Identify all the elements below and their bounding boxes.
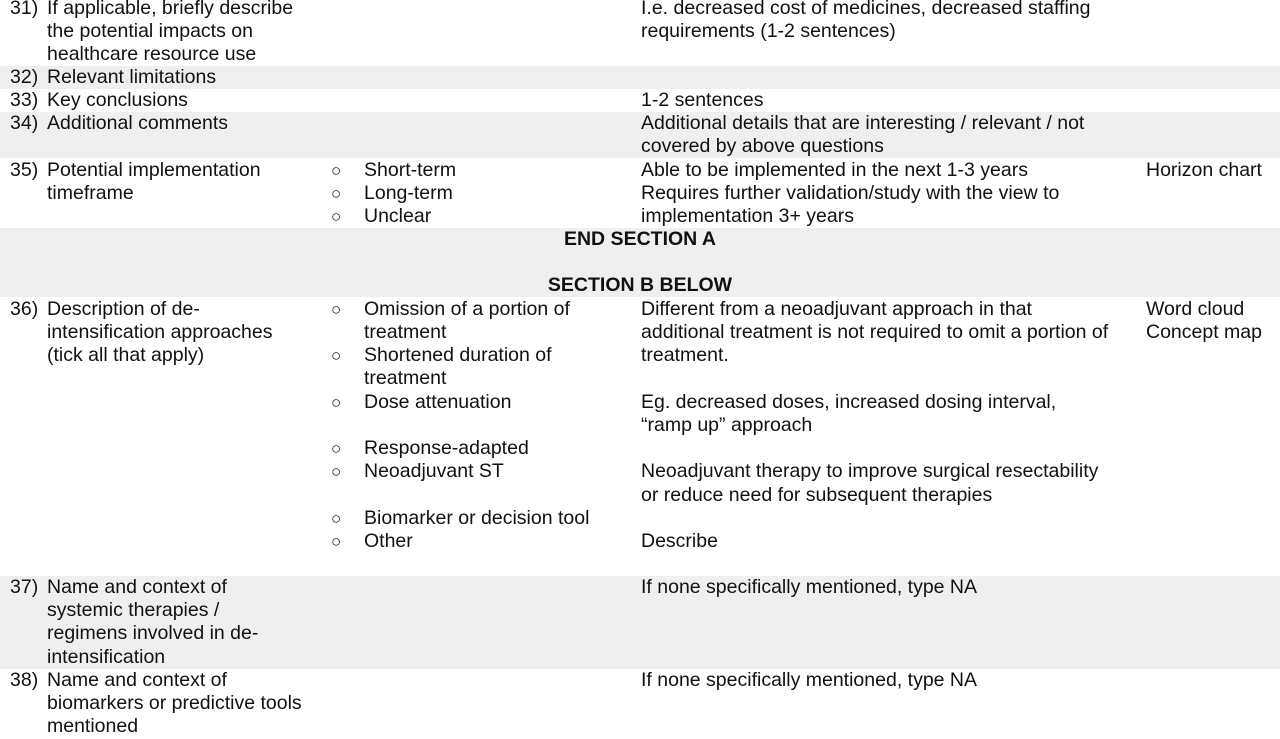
question-text: Relevant limitations [47, 66, 217, 88]
notes-line: implementation 3+ years [641, 205, 854, 228]
question-text [47, 669, 302, 739]
option-label: Other [364, 530, 413, 552]
notes-line: I.e. decreased cost of medicines, decreased staffing [641, 0, 1091, 19]
question-text [47, 576, 258, 669]
table-row-36 [0, 298, 1280, 576]
notes-text [641, 112, 1084, 158]
notes-text: 1-2 sentences [641, 89, 764, 111]
question-line: Name and context of [47, 669, 227, 691]
notes-text: If none specifically mentioned, type NA [641, 669, 978, 691]
radio-circle-icon[interactable]: ○ [331, 207, 342, 226]
table-row-31 [0, 0, 1280, 65]
viz-line: Concept map [1146, 321, 1262, 344]
question-text [47, 0, 293, 67]
option-label: Long-term [364, 182, 453, 204]
question-line: regimens involved in de- [47, 622, 259, 645]
notes-text [641, 159, 1059, 229]
radio-circle-icon[interactable]: ○ [331, 184, 342, 203]
option-line: Omission of a portion of [364, 298, 570, 320]
option-label: Dose attenuation [364, 391, 512, 413]
item-number: 31) [10, 0, 39, 19]
table-row-32 [0, 66, 1280, 89]
question-line: intensification [47, 645, 166, 668]
question-text: Key conclusions [47, 89, 188, 111]
viz-line: Word cloud [1146, 298, 1245, 320]
question-line: Name and context of [47, 576, 227, 598]
table-row-33 [0, 89, 1280, 112]
section-divider [0, 228, 1280, 297]
question-line: Description of de- [47, 298, 200, 320]
option-label [364, 344, 552, 390]
item-number: 38) [10, 669, 39, 691]
question-text [47, 298, 272, 368]
notes-line: requirements (1-2 sentences) [641, 20, 896, 43]
question-line: biomarkers or predictive tools [47, 692, 302, 715]
question-line: Potential implementation [47, 159, 261, 181]
checkbox-circle-icon[interactable]: ○ [331, 532, 342, 551]
checkbox-circle-icon[interactable]: ○ [331, 393, 342, 412]
section-b-heading: SECTION B BELOW [547, 274, 733, 296]
question-line: systemic therapies / [47, 599, 220, 622]
question-line: (tick all that apply) [47, 344, 205, 367]
option-line: treatment [364, 367, 447, 390]
notes-line: treatment. [641, 344, 729, 367]
question-text [47, 159, 261, 205]
option-line: treatment [364, 321, 447, 344]
question-line: the potential impacts on [47, 20, 253, 43]
notes-text: If none specifically mentioned, type NA [641, 576, 978, 598]
checkbox-circle-icon[interactable]: ○ [331, 346, 342, 365]
notes-line: covered by above questions [641, 135, 884, 158]
checkbox-circle-icon[interactable]: ○ [331, 300, 342, 319]
notes-line: Describe [641, 529, 718, 552]
notes-line: Able to be implemented in the next 1-3 years [641, 159, 1028, 181]
notes-line: additional treatment is not required to omit a portion of [641, 321, 1109, 344]
table-row-35 [0, 159, 1280, 228]
option-label: Unclear [364, 205, 432, 227]
option-label: Response-adapted [364, 437, 529, 459]
table-row-38 [0, 669, 1280, 738]
item-number: 32) [10, 66, 39, 88]
option-label: Short-term [364, 159, 457, 181]
option-label [364, 298, 570, 344]
notes-line: Requires further validation/study with the view to [641, 182, 1060, 205]
checkbox-circle-icon[interactable]: ○ [331, 439, 342, 458]
question-line: mentioned [47, 715, 139, 738]
radio-circle-icon[interactable]: ○ [331, 161, 342, 180]
item-number: 36) [10, 298, 39, 320]
notes-spacer [641, 368, 1108, 391]
notes-line: Different from a neoadjuvant approach in that [641, 298, 1032, 320]
option-line: Shortened duration of [364, 344, 552, 366]
notes-line: Neoadjuvant therapy to improve surgical resectability [641, 460, 1099, 483]
table-row-37 [0, 576, 1280, 669]
checkbox-circle-icon[interactable]: ○ [331, 462, 342, 481]
checkbox-circle-icon[interactable]: ○ [331, 509, 342, 528]
item-number: 35) [10, 159, 39, 181]
question-text: Additional comments [47, 112, 229, 134]
item-number: 37) [10, 576, 39, 598]
notes-text [641, 0, 1090, 43]
notes-line: Eg. decreased doses, increased dosing interval, [641, 390, 1057, 413]
item-number: 33) [10, 89, 39, 111]
notes-line: Additional details that are interesting / relevant / not [641, 112, 1085, 134]
notes-line: or reduce need for subsequent therapies [641, 483, 993, 506]
visualization-text: Horizon chart [1146, 159, 1262, 181]
question-line: If applicable, briefly describe [47, 0, 294, 19]
visualization-text [1146, 298, 1262, 344]
notes-spacer [641, 437, 1108, 460]
table-row-34 [0, 112, 1280, 158]
option-label: Biomarker or decision tool [364, 507, 590, 529]
option-label: Neoadjuvant ST [364, 460, 504, 482]
end-section-a-heading: END SECTION A [563, 228, 717, 250]
question-line: timeframe [47, 182, 134, 205]
question-line: intensification approaches [47, 321, 273, 344]
question-line: healthcare resource use [47, 43, 257, 66]
item-number: 34) [10, 112, 39, 134]
notes-text [641, 298, 1108, 553]
notes-spacer [641, 507, 1108, 530]
notes-line: “ramp up” approach [641, 413, 813, 436]
